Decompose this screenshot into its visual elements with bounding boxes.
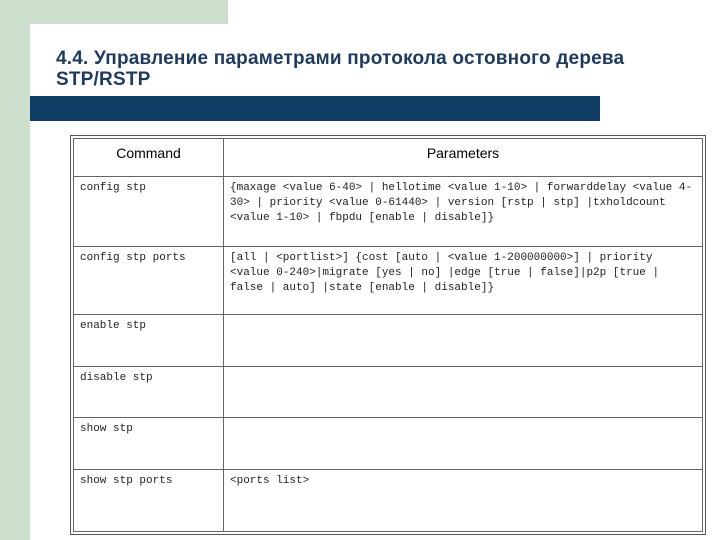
title-underline-bar — [30, 96, 600, 121]
command-cell: config stp ports — [74, 247, 224, 315]
table-row — [74, 247, 703, 315]
header-command: Command — [74, 139, 224, 177]
parameters-cell: <ports list> — [224, 470, 703, 532]
left-decor-band — [0, 0, 30, 540]
command-cell: config stp — [74, 177, 224, 247]
command-cell: show stp — [74, 418, 224, 470]
table-header-row — [74, 139, 703, 177]
table-row — [74, 367, 703, 418]
page-title: 4.4. Управление параметрами протокола остовного дерева STP/RSTP — [56, 48, 625, 90]
table-row — [74, 177, 703, 247]
parameters-cell: {maxage <value 6-40> | hellotime <value 1-10> | forwarddelay <value 4-30> | priority <value 0-61440> | version [rstp | stp] |txholdcount <value 1-10> | fbpdu [enable | disable]} — [224, 177, 703, 247]
command-cell: enable stp — [74, 315, 224, 367]
top-decor-band — [0, 0, 228, 24]
parameters-cell — [224, 315, 703, 367]
parameters-cell: [all | <portlist>] {cost [auto | <value 1-200000000>] | priority <value 0-240>|migrate [yes | no] |edge [true | false]|p2p [true | false | auto] |state [enable | disable]} — [224, 247, 703, 315]
table-row — [74, 418, 703, 470]
parameters-cell — [224, 418, 703, 470]
table-row — [74, 470, 703, 532]
header-parameters: Parameters — [224, 139, 703, 177]
command-cell: disable stp — [74, 367, 224, 418]
table-row — [74, 315, 703, 367]
commands-table-frame — [70, 135, 706, 535]
commands-table — [73, 138, 703, 532]
parameters-cell — [224, 367, 703, 418]
command-cell: show stp ports — [74, 470, 224, 532]
